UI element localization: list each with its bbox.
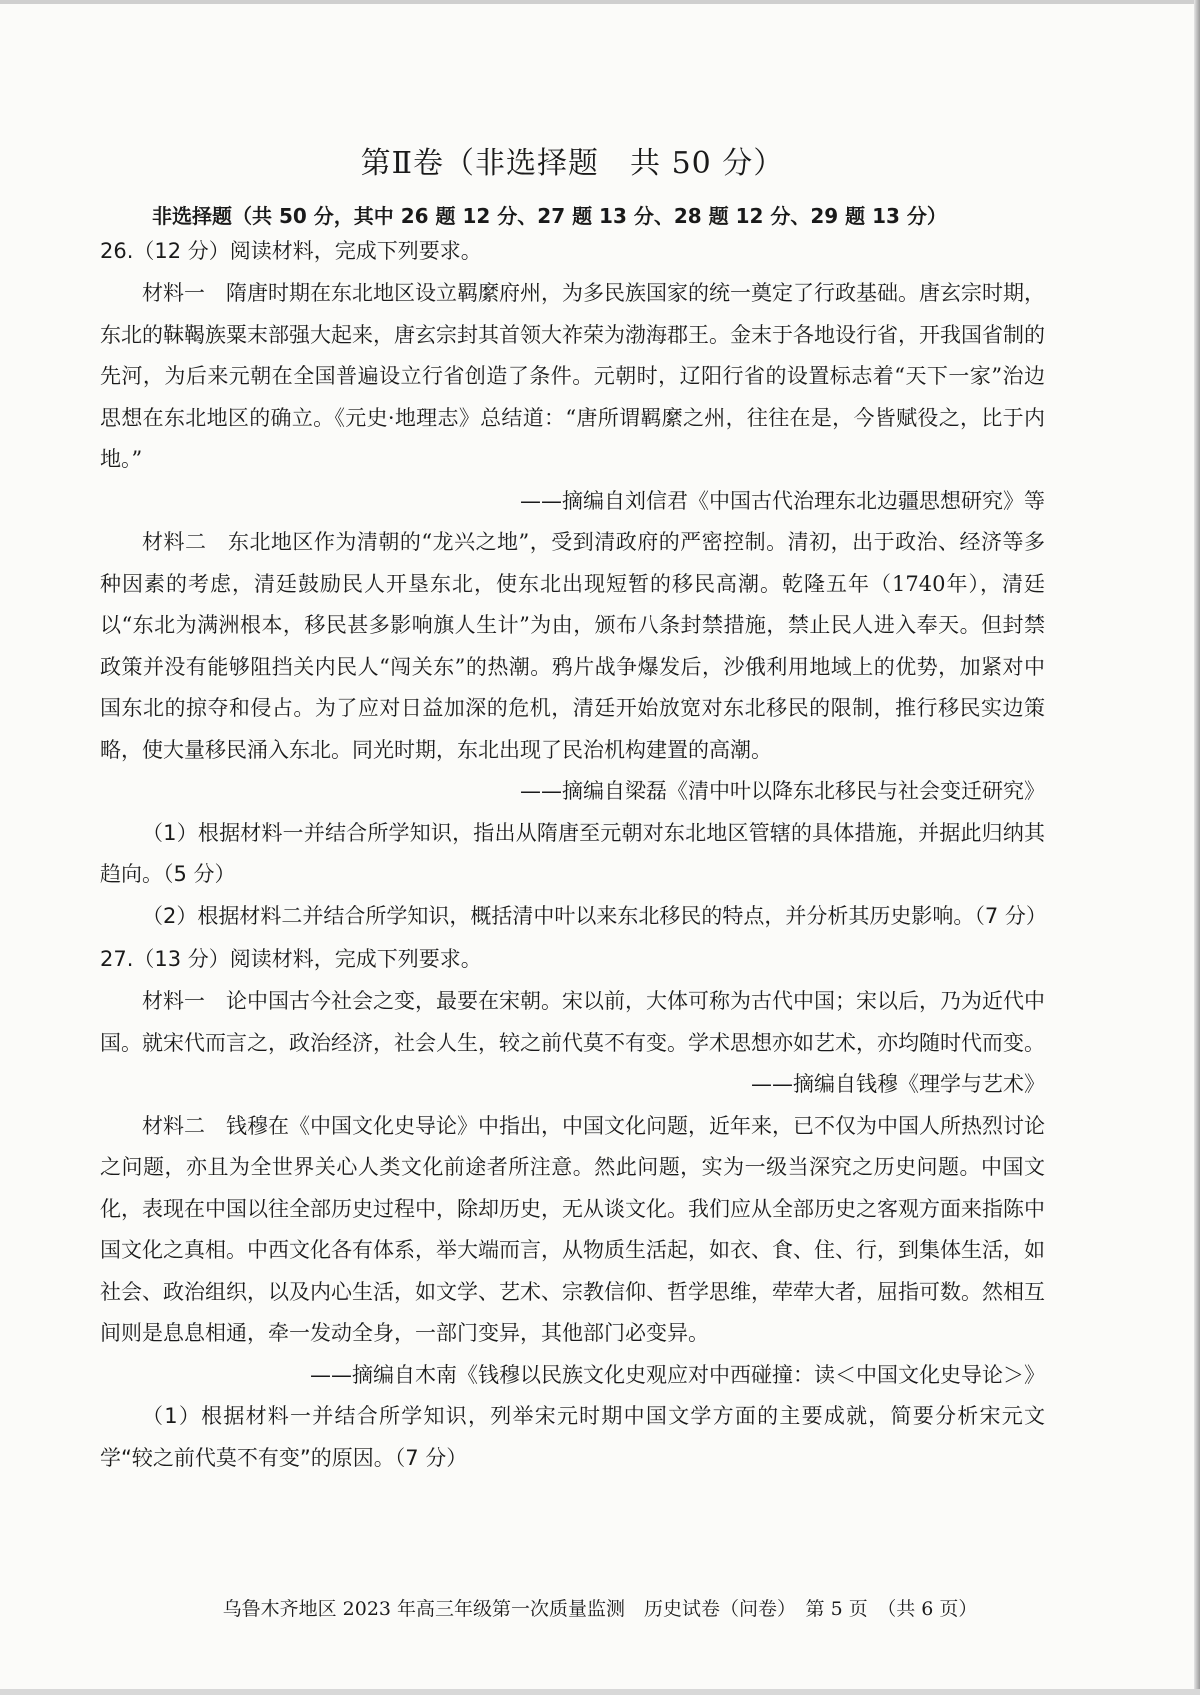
question-27	[100, 943, 1045, 1479]
q27-material-2: 材料二 钱穆在《中国文化史导论》中指出，中国文化问题，近年来，已不仅为中国人所热烈讨论之问题，亦且为全世界关心人类文化前途者所注意。然此问题，实为一级当深究之历史问题。中国文化，表现在中国以往全部历史过程中，除却历史，无从谈文化。我们应从全部历史之客观方面来指陈中国文化之真相。中西文化各有体系，举大端而言，从物质生活起，如衣、食、住、行，到集体生活，如社会、政治组织，以及内心生活，如文学、艺术、宗教信仰、哲学思维，荦荦大者，屈指可数。然相互间则是息息相通，牵一发动全身，一部门变异，其他部门必变异。	[100, 1113, 1045, 1345]
q26-source-1: ——摘编自刘信君《中国古代治理东北边疆思想研究》等	[520, 488, 1045, 513]
q26-source-2: ——摘编自梁磊《清中叶以降东北移民与社会变迁研究》	[520, 779, 1045, 803]
q26-subquestion-1: （1）根据材料一并结合所学知识，指出从隋唐至元朝对东北地区管辖的具体措施，并据此归纳其趋向。（5 分）	[100, 820, 1045, 886]
q27-subquestion-1: （1）根据材料一并结合所学知识，列举宋元时期中国文学方面的主要成就，简要分析宋元文学“较之前代莫不有变”的原因。（7 分）	[100, 1404, 1045, 1470]
section-title: 第Ⅱ卷（非选择题 共 50 分）	[360, 146, 785, 181]
q26-subquestion-2: （2）根据材料二并结合所学知识，概括清中叶以来东北移民的特点，并分析其历史影响。（7 分）	[142, 903, 1047, 928]
q26-material-1: 材料一 隋唐时期在东北地区设立羁縻府州，为多民族国家的统一奠定了行政基础。唐玄宗时期，东北的靺鞨族粟末部强大起来，唐玄宗封其首领大祚荣为渤海郡王。金末于各地设行省，开我国省制的先河，为后来元朝在全国普遍设立行省创造了条件。元朝时，辽阳行省的设置标志着“天下一家”治边思想在东北地区的确立。《元史·地理志》总结道：“唐所谓羁縻之州，往往在是，今皆赋役之，比于内地。”	[100, 281, 1045, 471]
scan-top-edge	[0, 0, 1200, 4]
section-instruction: 非选择题（共 50 分，其中 26 题 12 分、27 题 13 分、28 题 12 分、29 题 13 分）	[152, 204, 947, 228]
page-footer: 乌鲁木齐地区 2023 年高三年级第一次质量监测 历史试卷（问卷） 第 5 页 （共 6 页）	[222, 1598, 978, 1620]
question-26-header: 26.（12 分）阅读材料，完成下列要求。	[100, 239, 482, 263]
q26-material-2: 材料二 东北地区作为清朝的“龙兴之地”，受到清政府的严密控制。清初，出于政治、经济等多种因素的考虑，清廷鼓励民人开垦东北，使东北出现短暂的移民高潮。乾隆五年（1740年），清廷以“东北为满洲根本，移民甚多影响旗人生计”为由，颁布八条封禁措施，禁止民人进入奉天。但封禁政策并没有能够阻挡关内民人“闯关东”的热潮。鸦片战争爆发后，沙俄利用地域上的优势，加紧对中国东北的掠夺和侵占。为了应对日益加深的危机，清廷开始放宽对东北移民的限制，推行移民实边策略，使大量移民涌入东北。同光时期，东北出现了民治机构建置的高潮。	[100, 530, 1045, 762]
q27-source-2: ——摘编自木南《钱穆以民族文化史观应对中西碰撞：读＜中国文化史导论＞》	[310, 1362, 1045, 1387]
page-content	[100, 138, 1045, 1479]
scan-bottom-edge	[0, 1689, 1200, 1695]
q27-source-1: ——摘编自钱穆《理学与艺术》	[751, 1072, 1045, 1096]
question-27-header: 27.（13 分）阅读材料，完成下列要求。	[100, 947, 482, 971]
q27-material-1: 材料一 论中国古今社会之变，最要在宋朝。宋以前，大体可称为古代中国；宋以后，乃为近代中国。就宋代而言之，政治经济，社会人生，较之前代莫不有变。学术思想亦如艺术，亦均随时代而变。	[100, 989, 1045, 1055]
question-26	[100, 235, 1045, 937]
scan-right-edge	[1194, 0, 1200, 1695]
